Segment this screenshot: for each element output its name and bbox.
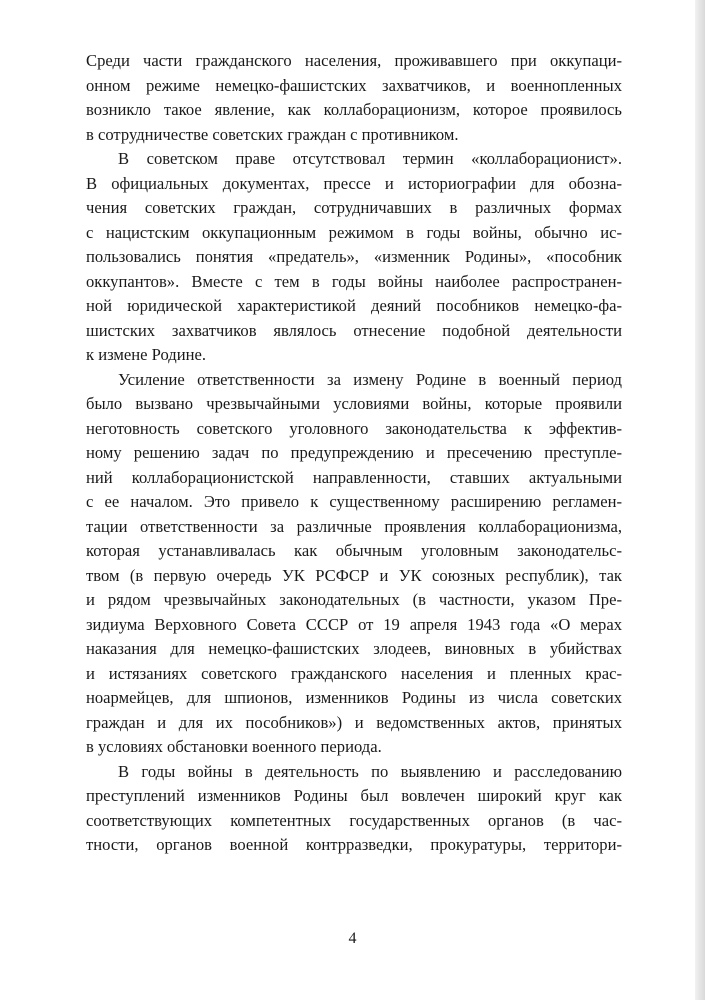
text-line: твом (в первую очередь УК РСФСР и УК союзных республик), так: [86, 565, 622, 585]
text-line: и рядом чрезвычайных законодательных (в частности, указом Пре-: [86, 590, 622, 609]
text-line: В годы войны в деятельность по выявлению и расследованию: [118, 761, 622, 781]
text-line: соответствующих компетентных государственных органов (в час-: [86, 810, 622, 830]
text-line: в сотрудничестве советских граждан с противником.: [86, 124, 459, 144]
text-line: ноармейцев, для шпионов, изменников Родины из числа советских: [86, 688, 622, 707]
paragraph-1: [86, 49, 622, 147]
text-line: ной юридической характеристикой деяний пособников немецко-фа-: [86, 296, 622, 315]
text-line: шистских захватчиков являлось отнесение подобной деятельности: [86, 320, 622, 340]
text-line: зидиума Верховного Совета СССР от 19 апреля 1943 года «О мерах: [86, 614, 622, 634]
page-edge-shadow: [695, 0, 705, 1000]
text-line: пользовались понятия «предатель», «изменник Родины», «пособник: [86, 247, 622, 266]
page-text: [86, 49, 622, 858]
text-line: с ее началом. Это привело к существенному расширению регламен-: [86, 492, 622, 511]
text-line: и истязаниях советского гражданского населения и пленных крас-: [86, 663, 622, 683]
text-line: В официальных документах, прессе и историографии для обозна-: [86, 173, 622, 193]
text-line: преступлений изменников Родины был вовлечен широкий круг как: [86, 786, 622, 805]
text-line: оккупантов». Вместе с тем в годы войны наиболее распространен-: [86, 271, 622, 291]
text-line: тности, органов военной контрразведки, прокуратуры, территори-: [86, 835, 622, 854]
paragraph-4: [86, 760, 622, 858]
text-line: ному решению задач по предупреждению и пресечению преступле-: [86, 443, 622, 462]
text-line: неготовность советского уголовного законодательства к эффектив-: [86, 418, 622, 438]
text-line: чения советских граждан, сотрудничавших в различных формах: [86, 198, 622, 217]
text-line: тации ответственности за различные проявления коллаборационизма,: [86, 516, 622, 536]
text-line: ний коллаборационистской направленности, ставших актуальными: [86, 467, 622, 487]
text-line: наказания для немецко-фашистских злодеев, виновных в убийствах: [86, 639, 622, 658]
text-line: к измене Родине.: [86, 345, 207, 364]
paragraph-3: [86, 368, 622, 760]
text-line: граждан и для их пособников») и ведомственных актов, принятых: [86, 712, 622, 732]
paragraph-2: [86, 147, 622, 368]
text-line: Среди части гражданского населения, проживавшего при оккупаци-: [86, 51, 622, 70]
text-line: В советском праве отсутствовал термин «коллаборационист».: [118, 149, 622, 168]
text-line: в условиях обстановки военного периода.: [86, 737, 382, 756]
page-number: 4: [348, 930, 357, 947]
text-line: Усиление ответственности за измену Родине в военный период: [118, 369, 622, 389]
text-line: с нацистским оккупационным режимом в годы войны, обычно ис-: [86, 222, 622, 242]
text-line: возникло такое явление, как коллаборационизм, которое проявилось: [86, 100, 622, 119]
text-line: которая устанавливалась как обычным уголовным законодательс-: [86, 541, 622, 560]
text-line: онном режиме немецко-фашистских захватчиков, и военнопленных: [86, 75, 622, 95]
text-line: было вызвано чрезвычайными условиями войны, которые проявили: [86, 394, 622, 413]
